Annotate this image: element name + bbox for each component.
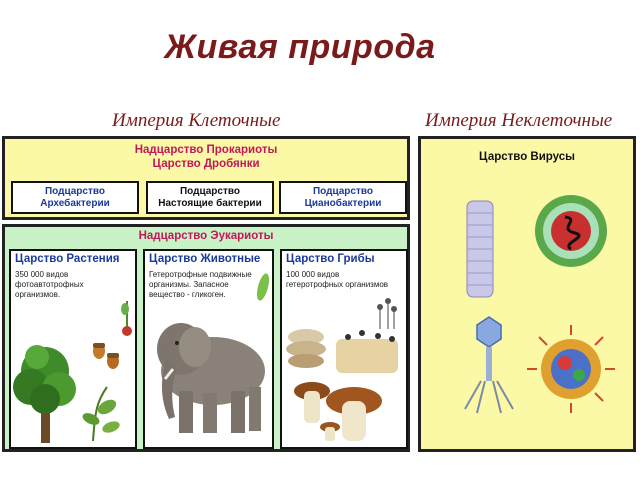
- prokaryotes-title-line1: Надцарство Прокариоты: [134, 144, 278, 156]
- kingdom-plants: [9, 249, 137, 449]
- empire-cellular-label: Империя Клеточные: [112, 110, 281, 131]
- prokaryotes-block: [2, 136, 410, 220]
- kingdom-animals-title: Царство Животные: [149, 253, 261, 265]
- eukaryotes-block: [2, 224, 410, 452]
- mushrooms-illustration: [282, 251, 408, 449]
- kingdom-plants-desc: 350 000 видов фотоавтотрофных организмов.: [15, 270, 84, 299]
- empire-noncellular-label: Империя Неклеточные: [425, 110, 613, 131]
- subkingdom-name: Цианобактерии: [304, 198, 382, 209]
- kingdom-animals-desc: Гетеротрофные подвижные организмы. Запасное вещество - гликоген.: [149, 270, 252, 299]
- subkingdom-true-bacteria: [146, 181, 274, 214]
- prokaryotes-title-line2: Царство Дробянки: [152, 158, 260, 170]
- subkingdom-name: Настоящие бактерии: [158, 198, 262, 209]
- kingdom-fungi-desc: 100 000 видов гетеротрофных организмов: [286, 270, 389, 289]
- subkingdom-label: Подцарство: [179, 186, 241, 197]
- kingdom-fungi-title: Царство Грибы: [286, 253, 375, 265]
- subkingdom-name: Архебактерии: [40, 198, 110, 209]
- subkingdom-cyanobacteria: [279, 181, 407, 214]
- eukaryotes-title: Надцарство Эукариоты: [138, 230, 274, 242]
- kingdom-animals: [143, 249, 274, 449]
- kingdom-fungi: [280, 249, 408, 449]
- viruses-title: Царство Вирусы: [479, 151, 575, 163]
- viruses-illustration: [421, 169, 633, 449]
- viruses-block: [418, 136, 636, 452]
- kingdom-plants-title: Царство Растения: [15, 253, 120, 265]
- page-title: Живая природа: [164, 28, 436, 66]
- elephant-illustration: [145, 251, 274, 449]
- subkingdom-label: Подцарство: [44, 186, 106, 197]
- prokaryotes-title: [5, 143, 407, 171]
- subkingdom-archaebacteria: [11, 181, 139, 214]
- tree-illustration: [11, 291, 135, 447]
- subkingdom-label: Подцарство: [312, 186, 374, 197]
